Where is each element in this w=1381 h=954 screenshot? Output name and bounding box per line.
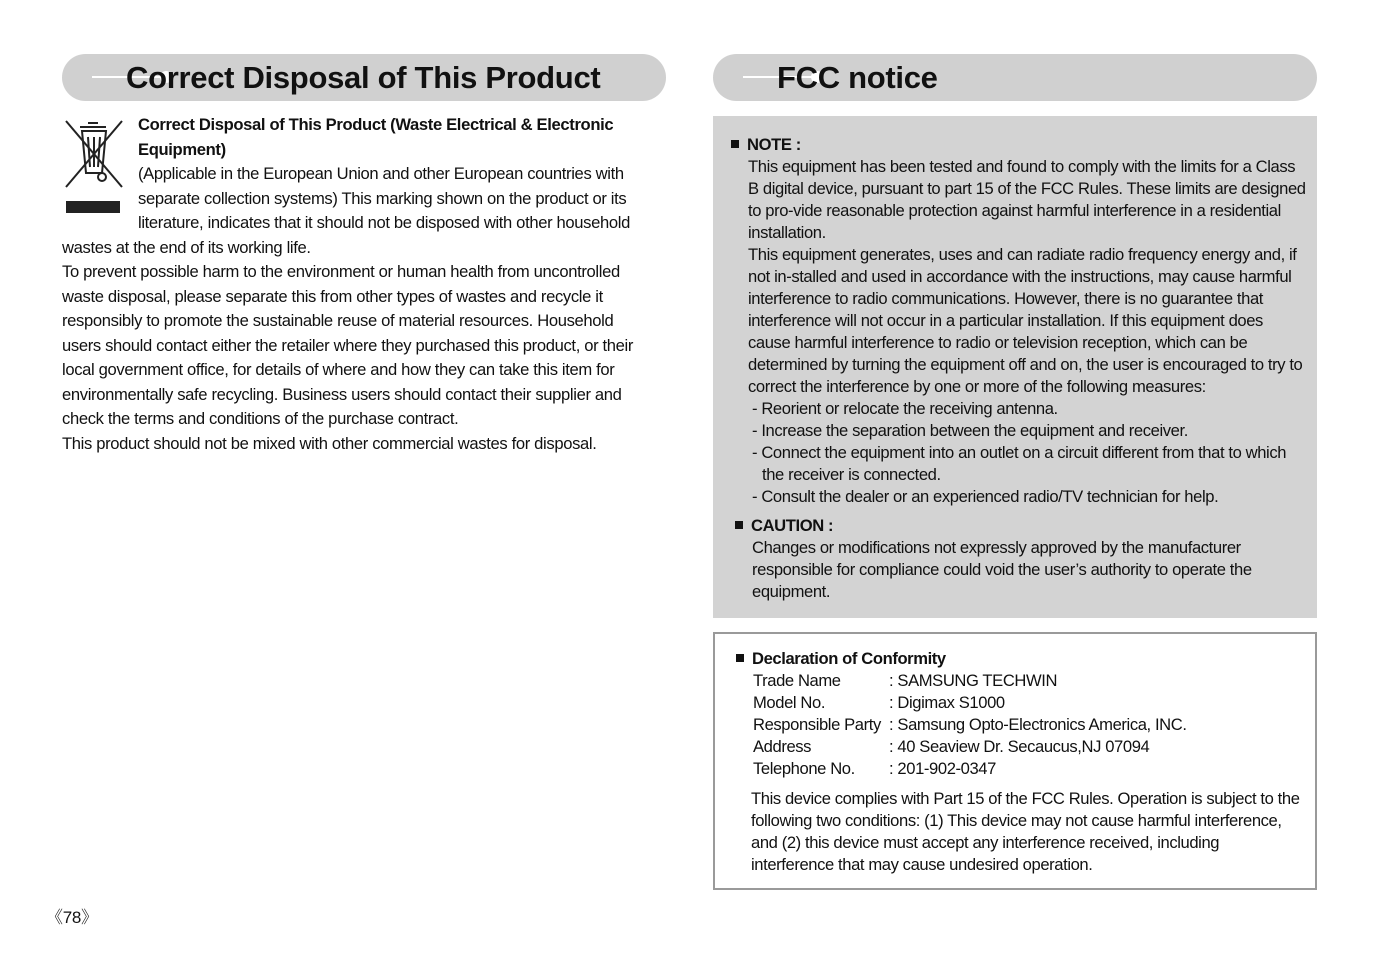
disposal-paragraph-1: (Applicable in the European Union and other European countries with separate collection systems) This marking shown on the product or its literature, indicates that it should not be disposed with other household wastes at the end of its working life.	[62, 164, 630, 257]
square-bullet-icon	[735, 521, 743, 529]
caution-label: CAUTION :	[751, 516, 834, 535]
measure-item: - Consult the dealer or an experienced radio/TV technician for help.	[752, 487, 1219, 506]
decl-value: : Digimax S1000	[889, 693, 1005, 712]
note-text-2: This equipment generates, uses and can radiate radio frequency energy and, if not in-stalled and used in accordance with the instructions, may cause harmful interference to radio communications. However, there is no guarantee that interference will not occur in a particular installation. If this equipment does cause harmful interference to radio or television reception, which can be determined by turning the equipment off and on, the user is encouraged to try to correct the interference by one or more of the following measures:	[748, 245, 1303, 396]
caution-text: Changes or modifications not expressly approved by the manufacturer responsible for compliance could void the user’s authority to operate the equipment.	[752, 538, 1252, 601]
decl-key: Responsible Party	[753, 715, 881, 734]
measure-item: - Connect the equipment into an outlet on a circuit different from that to which the receiver is connected.	[752, 443, 1287, 484]
disposal-section	[62, 113, 652, 456]
page-number: 《78》	[46, 908, 98, 927]
disposal-subheading: Correct Disposal of This Product (Waste Electrical & Electronic Equipment)	[138, 115, 614, 159]
table-row	[753, 736, 1187, 758]
table-row	[753, 714, 1187, 736]
table-row	[753, 758, 1187, 780]
table-row	[753, 692, 1187, 714]
declaration-label: Declaration of Conformity	[752, 649, 946, 668]
weee-crossed-bin-icon-svg	[62, 117, 126, 197]
decl-key: Telephone No.	[753, 759, 855, 778]
page-title-fcc: FCC notice	[777, 60, 938, 95]
note-block	[731, 134, 1309, 603]
disposal-paragraph-2: To prevent possible harm to the environment or human health from uncontrolled waste disposal, please separate this from other types of wastes and recycle it responsibly to promote the sustainable reuse of material resources. Household users should contact either the retailer where they purchased this product, or their local government office, for details of where and how they can take this item for environmentally safe recycling. Business users should contact their supplier and check the terms and conditions of the purchase contract.	[62, 262, 634, 428]
declaration-box	[713, 632, 1317, 890]
decl-key: Trade Name	[753, 671, 841, 690]
decl-value: : Samsung Opto-Electronics America, INC.	[889, 715, 1187, 734]
fcc-note-box	[713, 116, 1317, 618]
page-title-disposal: Correct Disposal of This Product	[126, 60, 601, 95]
weee-bar-mark	[66, 201, 120, 213]
decl-key: Address	[753, 737, 812, 756]
declaration-table	[753, 670, 1187, 780]
section-header-fcc	[713, 54, 1317, 101]
disposal-paragraph-3: This product should not be mixed with other commercial wastes for disposal.	[62, 433, 597, 453]
weee-crossed-bin-icon	[62, 117, 126, 217]
note-label: NOTE :	[747, 135, 801, 154]
measure-item: - Reorient or relocate the receiving antenna.	[752, 399, 1058, 418]
note-text-1: This equipment has been tested and found to comply with the limits for a Class B digital device, pursuant to part 15 of the FCC Rules. These limits are designed to pro-vide reasonable protection against harmful interference in a residential installation.	[748, 157, 1306, 242]
section-header-disposal	[62, 54, 666, 101]
square-bullet-icon	[731, 140, 739, 148]
compliance-text: This device complies with Part 15 of the FCC Rules. Operation is subject to the following two conditions: (1) This device may not cause harmful interference, and (2) this device must accept any interference received, including interference that may cause undesired operation.	[751, 789, 1300, 874]
measure-item: - Increase the separation between the equipment and receiver.	[752, 421, 1188, 440]
decl-value: : 201-902-0347	[889, 759, 996, 778]
declaration-block	[736, 648, 1302, 876]
decl-key: Model No.	[753, 693, 826, 712]
square-bullet-icon	[736, 654, 744, 662]
table-row	[753, 670, 1187, 692]
decl-value: : SAMSUNG TECHWIN	[889, 671, 1058, 690]
decl-value: : 40 Seaview Dr. Secaucus,NJ 07094	[889, 737, 1150, 756]
